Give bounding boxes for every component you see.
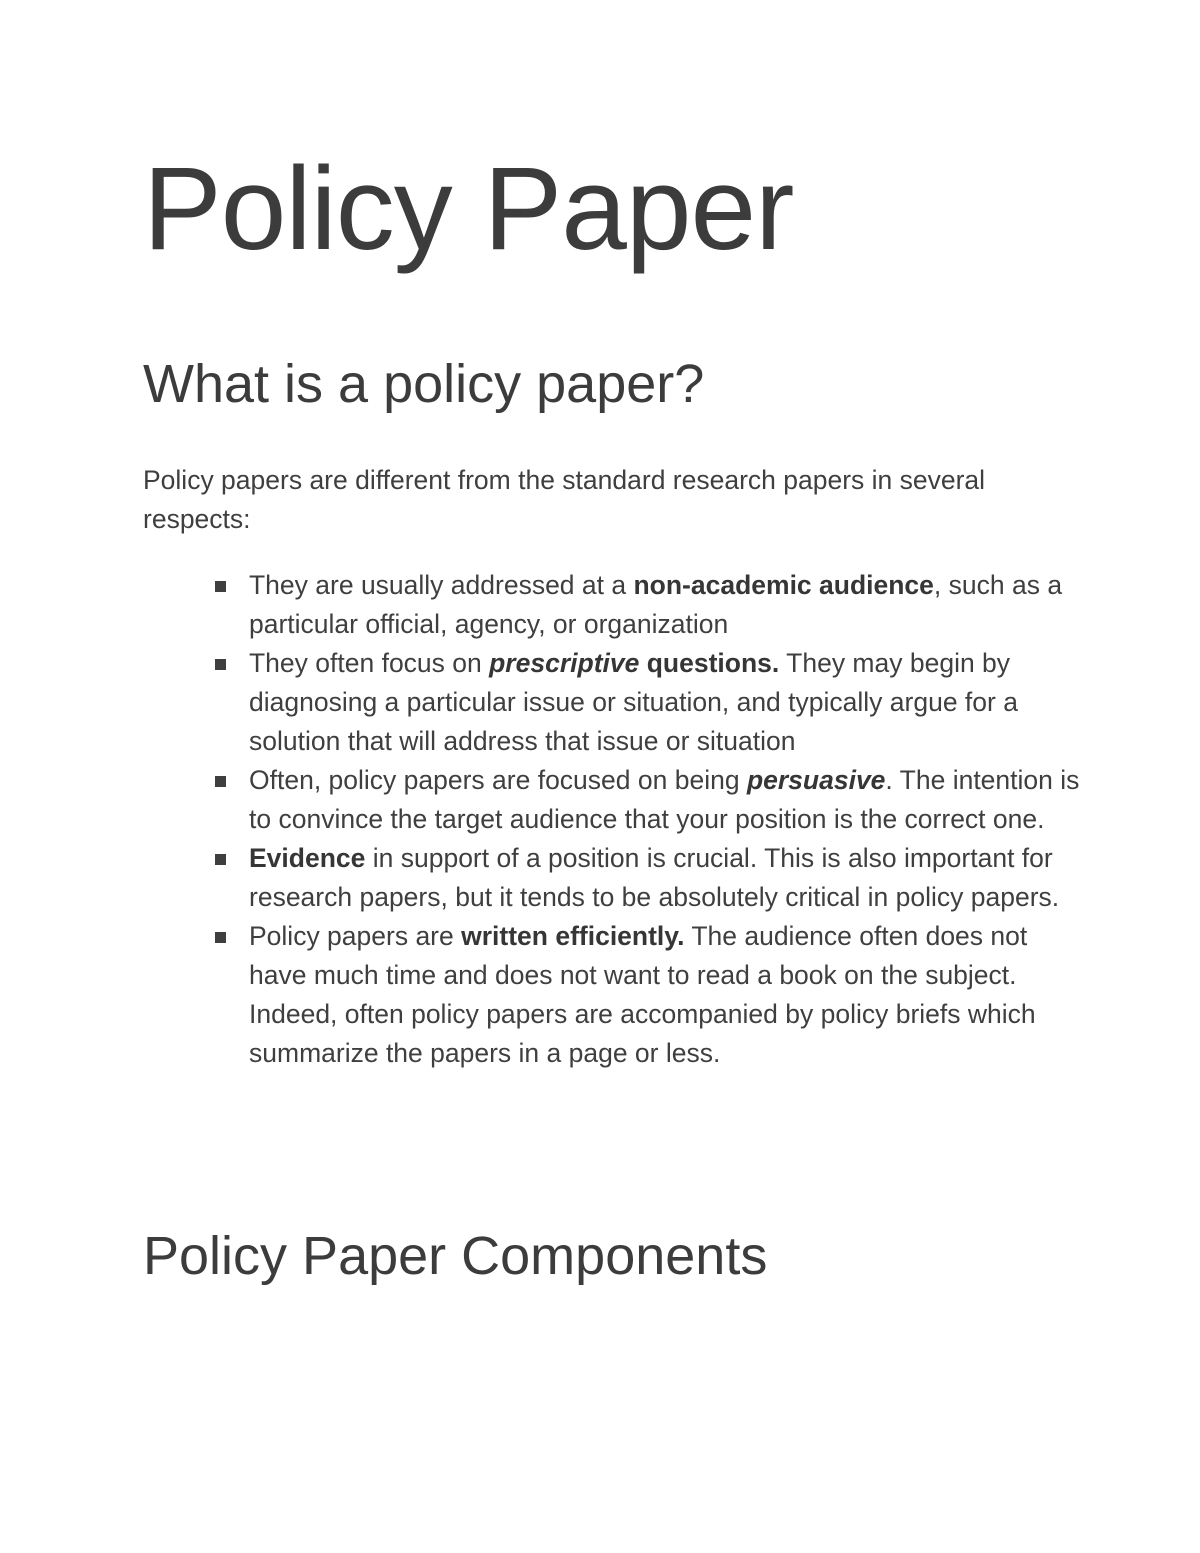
bullet-text-pre: They often focus on: [249, 648, 490, 678]
bullet-text-bold: non-academic audience: [633, 570, 934, 600]
square-bullet-icon: [215, 776, 226, 787]
bullet-text-post: . The intention is to convince the target audience that your position is the correct one.: [249, 765, 1080, 834]
bullet-text-bold: written efficiently.: [461, 921, 685, 951]
bullet-text-bold-italic: prescriptive: [489, 648, 640, 678]
bullet-text-post: in support of a position is crucial. This is also important for research papers, but it tends to be absolutely critical in policy papers.: [249, 843, 1060, 912]
document-title: Policy Paper: [143, 143, 794, 275]
square-bullet-icon: [215, 932, 226, 943]
bullet-text-post: The audience often does not have much time and does not want to read a book on the subject. Indeed, often policy papers are accompanied by policy briefs which summarize the papers in a page or less.: [249, 921, 1036, 1068]
list-item: [210, 839, 1080, 917]
intro-paragraph: Policy papers are different from the standard research papers in several respects:: [143, 465, 986, 534]
bullet-text-pre: Often, policy papers are focused on being: [249, 765, 747, 795]
bullet-text-pre: Policy papers are: [249, 921, 462, 951]
list-item: [210, 644, 1080, 761]
list-item: [210, 566, 1080, 644]
bullet-text-pre: They are usually addressed at a: [249, 570, 634, 600]
section-heading-components: Policy Paper Components: [143, 1226, 768, 1286]
bullet-text-bold-italic: persuasive: [746, 765, 886, 795]
list-item: [210, 917, 1080, 1073]
square-bullet-icon: [215, 659, 226, 670]
bullet-list: [210, 566, 1080, 1073]
bullet-text-bold: questions.: [639, 648, 780, 678]
bullet-text-post: They may begin by diagnosing a particular issue or situation, and typically argue for a solution that will address that issue or situation: [249, 648, 1018, 756]
section-heading-what-is: What is a policy paper?: [143, 354, 705, 414]
list-item: [210, 761, 1080, 839]
square-bullet-icon: [215, 581, 226, 592]
square-bullet-icon: [215, 854, 226, 865]
bullet-text-bold: Evidence: [249, 843, 366, 873]
bullet-text-post: , such as a particular official, agency, or organization: [249, 570, 1063, 639]
